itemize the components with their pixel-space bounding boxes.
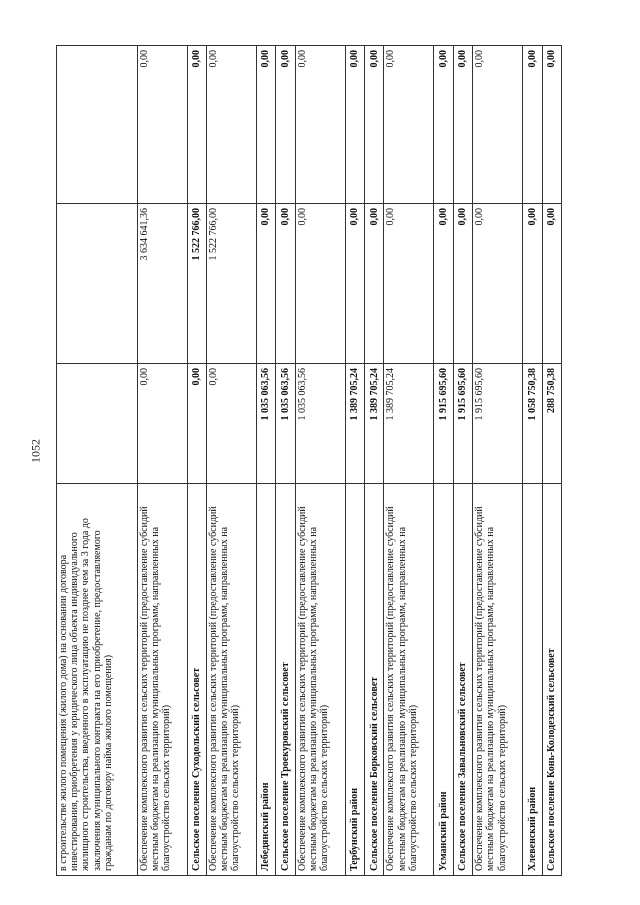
cell-value-1 — [57, 364, 138, 484]
table-row-summary — [256, 46, 275, 876]
cell-value-3: 0,00 — [276, 46, 295, 204]
cell-value-1: 1 035 063,56 — [256, 364, 275, 484]
budget-table-body — [57, 46, 562, 876]
cell-value-2: 0,00 — [276, 204, 295, 364]
page-number: 1052 — [28, 439, 43, 463]
cell-value-1: 1 389 705,24 — [384, 364, 434, 484]
cell-value-2: 0,00 — [384, 204, 434, 364]
cell-value-3: 0,00 — [137, 46, 187, 204]
cell-value-3: 0,00 — [345, 46, 364, 204]
table-row — [137, 46, 187, 876]
cell-name: Сельское поселение Троекуровский сельсовет — [276, 484, 295, 876]
cell-value-3: 0,00 — [384, 46, 434, 204]
cell-name: Обеспечение комплексного развития сельских территорий (предоставление субсидий местным бюджетам на реализацию муниципальных программ, направленных на благоустройство сельских территорий) — [137, 484, 187, 876]
rotated-page — [56, 46, 562, 876]
cell-name: Сельское поселение Завальновский сельсовет — [453, 484, 472, 876]
cell-name: в строительстве жилого помещения (жилого дома) на основании договора инвестирования, приобретения у юридического лица объекта индивидуального жилищного строительства, введенного в эксплуатацию не позднее чем за 3 года до заключения муниципального контракта на его приобретение, предоставляемого гражданам по договору найма жилого помещения) — [57, 484, 138, 876]
cell-value-1: 1 915 695,60 — [453, 364, 472, 484]
cell-value-3 — [57, 46, 138, 204]
cell-value-2: 0,00 — [542, 204, 561, 364]
cell-value-1: 1 035 063,56 — [276, 364, 295, 484]
cell-value-3: 0,00 — [187, 46, 206, 204]
cell-value-3: 0,00 — [295, 46, 345, 204]
cell-name: Сельское поселение Суходольский сельсовет — [187, 484, 206, 876]
cell-value-1: 0,00 — [206, 364, 256, 484]
cell-value-1: 0,00 — [187, 364, 206, 484]
cell-value-2: 0,00 — [365, 204, 384, 364]
table-row-summary — [542, 46, 561, 876]
cell-value-2: 0,00 — [473, 204, 523, 364]
cell-name: Усманский район — [434, 484, 453, 876]
budget-table — [56, 45, 562, 876]
cell-name: Обеспечение комплексного развития сельских территорий (предоставление субсидий местным бюджетам на реализацию муниципальных программ, направленных на благоустройство сельских территорий) — [384, 484, 434, 876]
cell-value-3: 0,00 — [542, 46, 561, 204]
table-row — [473, 46, 523, 876]
cell-value-2: 0,00 — [256, 204, 275, 364]
cell-value-3: 0,00 — [256, 46, 275, 204]
cell-name: Сельское поселение Конь-Колодезский сельсовет — [542, 484, 561, 876]
table-row-summary — [365, 46, 384, 876]
cell-value-2: 1 522 766,00 — [187, 204, 206, 364]
cell-value-3: 0,00 — [473, 46, 523, 204]
cell-value-1: 0,00 — [137, 364, 187, 484]
cell-name: Обеспечение комплексного развития сельских территорий (предоставление субсидий местным бюджетам на реализацию муниципальных программ, направленных на благоустройство сельских территорий) — [473, 484, 523, 876]
cell-value-3: 0,00 — [206, 46, 256, 204]
table-row — [206, 46, 256, 876]
cell-value-2: 0,00 — [453, 204, 472, 364]
cell-value-3: 0,00 — [365, 46, 384, 204]
cell-value-3: 0,00 — [434, 46, 453, 204]
cell-value-1: 288 750,38 — [542, 364, 561, 484]
cell-name: Лебедянский район — [256, 484, 275, 876]
cell-name: Тербунский район — [345, 484, 364, 876]
table-row — [295, 46, 345, 876]
cell-value-2: 0,00 — [345, 204, 364, 364]
table-row-summary — [453, 46, 472, 876]
cell-value-2: 1 522 766,00 — [206, 204, 256, 364]
cell-value-1: 1 389 705,24 — [365, 364, 384, 484]
cell-value-2: 0,00 — [434, 204, 453, 364]
cell-value-3: 0,00 — [453, 46, 472, 204]
cell-value-1: 1 389 705,24 — [345, 364, 364, 484]
table-row — [384, 46, 434, 876]
cell-value-1: 1 915 695,60 — [434, 364, 453, 484]
cell-value-2: 3 634 641,36 — [137, 204, 187, 364]
cell-value-2: 0,00 — [523, 204, 542, 364]
cell-value-1: 1 915 695,60 — [473, 364, 523, 484]
cell-value-1: 1 058 750,38 — [523, 364, 542, 484]
cell-name: Обеспечение комплексного развития сельских территорий (предоставление субсидий местным бюджетам на реализацию муниципальных программ, направленных на благоустройство сельских территорий) — [295, 484, 345, 876]
table-row-summary — [434, 46, 453, 876]
cell-name: Хлевенский район — [523, 484, 542, 876]
table-row-summary — [187, 46, 206, 876]
cell-name: Сельское поселение Борковский сельсовет — [365, 484, 384, 876]
cell-name: Обеспечение комплексного развития сельских территорий (предоставление субсидий местным бюджетам на реализацию муниципальных программ, направленных на благоустройство сельских территорий) — [206, 484, 256, 876]
cell-value-2 — [57, 204, 138, 364]
table-row — [57, 46, 138, 876]
cell-value-3: 0,00 — [523, 46, 542, 204]
table-row-summary — [523, 46, 542, 876]
cell-value-2: 0,00 — [295, 204, 345, 364]
table-row-summary — [345, 46, 364, 876]
cell-value-1: 1 035 063,56 — [295, 364, 345, 484]
table-row-summary — [276, 46, 295, 876]
